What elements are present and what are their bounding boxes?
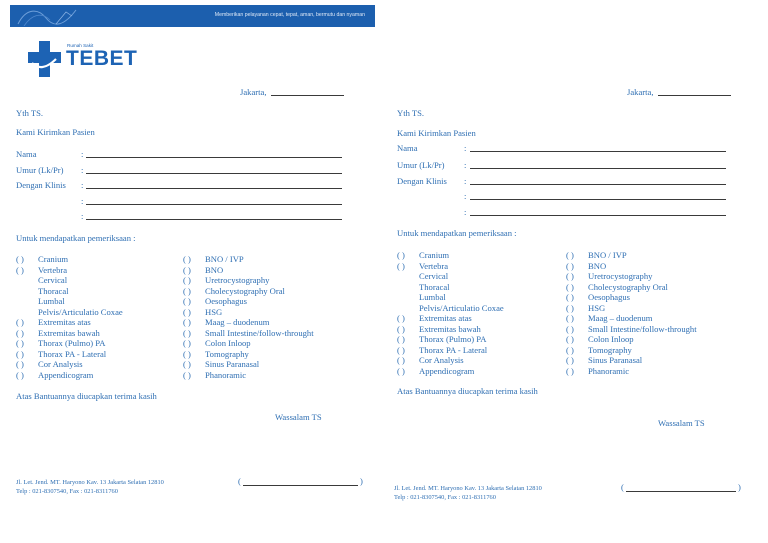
exam-item[interactable]: ( ) Uretrocystography <box>183 275 270 285</box>
field-line-klinis-2[interactable] <box>470 199 726 200</box>
exam-item[interactable]: ( ) Vertebra <box>16 264 68 275</box>
medical-cross-logo-icon <box>26 39 64 79</box>
colon: : <box>81 180 84 190</box>
exam-title: Untuk mendapatkan pemeriksaan : <box>16 233 136 243</box>
thanks-text: Atas Bantuannya diucapkan terima kasih <box>397 386 538 396</box>
exam-item[interactable]: ( ) Cor Analysis <box>16 359 83 369</box>
exam-item[interactable]: ( ) Small Intestine/follow-throught <box>183 327 314 338</box>
exam-item[interactable]: ( ) BNO / IVP <box>183 254 244 264</box>
hospital-address: Jl. Let. Jend. MT. Haryono Kav. 13 Jakarta Selatan 12810 <box>394 485 542 492</box>
exam-item[interactable]: ( ) Appendicogram <box>16 369 94 380</box>
logo-title: TEBET <box>66 47 138 70</box>
exam-item[interactable]: ( ) Phanoramic <box>566 365 630 376</box>
colon: : <box>81 165 84 175</box>
field-line-klinis-3[interactable] <box>470 215 726 216</box>
exam-list-left <box>397 250 504 376</box>
field-line-nama[interactable] <box>470 151 726 152</box>
exam-list-right <box>183 254 314 380</box>
city-label: Jakarta, <box>627 87 654 97</box>
field-line-klinis-2[interactable] <box>86 204 342 205</box>
field-line-nama[interactable] <box>86 157 342 158</box>
exam-item[interactable]: ( ) BNO <box>183 264 224 275</box>
colon: : <box>81 149 84 159</box>
field-line-umur[interactable] <box>86 173 342 174</box>
field-label-umur: Umur (Lk/Pr) <box>16 165 64 175</box>
exam-subitem[interactable]: Lumbal <box>38 296 65 306</box>
exam-item[interactable]: ( ) Oesophagus <box>183 296 248 306</box>
exam-item[interactable]: ( ) Thorax PA - Lateral <box>397 344 488 355</box>
exam-item[interactable]: ( ) Extremitas atas <box>397 313 472 323</box>
signature-line[interactable] <box>243 485 358 486</box>
field-label-klinis: Dengan Klinis <box>397 176 447 186</box>
swirl-decoration-icon <box>16 6 86 26</box>
thanks-text: Atas Bantuannya diucapkan terima kasih <box>16 391 157 401</box>
exam-item[interactable]: ( ) Cranium <box>16 254 69 264</box>
exam-list-right <box>566 250 697 376</box>
colon: : <box>81 196 84 206</box>
logo-subtitle: Rumah Sakit <box>67 43 94 48</box>
signature-open-paren: ( <box>621 482 624 492</box>
colon: : <box>464 160 467 170</box>
field-line-umur[interactable] <box>470 168 726 169</box>
exam-item[interactable]: ( ) Colon Inloop <box>566 334 634 344</box>
exam-item[interactable]: ( ) HSG <box>183 306 223 317</box>
exam-item[interactable]: ( ) HSG <box>566 302 606 313</box>
hospital-phone: Telp : 021-8307540, Fax : 021-8311760 <box>16 488 118 495</box>
exam-item[interactable]: ( ) Phanoramic <box>183 369 247 380</box>
signature-close-paren: ) <box>360 476 363 486</box>
exam-item[interactable]: ( ) Cranium <box>397 250 450 260</box>
header-tagline: Memberikan pelayanan cepat, tepat, aman, bermutu dan nyaman <box>214 12 365 18</box>
exam-item[interactable]: ( ) Cholecystography Oral <box>566 281 668 292</box>
field-label-klinis: Dengan Klinis <box>16 180 66 190</box>
exam-subitem[interactable]: Pelvis/Articulatio Coxae <box>38 306 123 317</box>
exam-title: Untuk mendapatkan pemeriksaan : <box>397 228 517 238</box>
colon: : <box>464 176 467 186</box>
signature-line[interactable] <box>626 491 736 492</box>
colon: : <box>464 191 467 201</box>
field-label-umur: Umur (Lk/Pr) <box>397 160 445 170</box>
exam-item[interactable]: ( ) Extremitas bawah <box>397 323 481 334</box>
exam-item[interactable]: ( ) BNO / IVP <box>566 250 627 260</box>
exam-item[interactable]: ( ) Extremitas atas <box>16 317 91 327</box>
exam-item[interactable]: ( ) Maag – duodenum <box>566 313 653 323</box>
exam-item[interactable]: ( ) Sinus Paranasal <box>566 355 643 365</box>
field-line-klinis-3[interactable] <box>86 219 342 220</box>
exam-item[interactable]: ( ) Thorax (Pulmo) PA <box>16 338 106 348</box>
exam-item[interactable]: ( ) Thorax (Pulmo) PA <box>397 334 487 344</box>
exam-subitem[interactable]: Cervical <box>419 271 449 281</box>
closing-text: Wassalam TS <box>658 418 705 428</box>
intro-text: Kami Kirimkan Pasien <box>16 127 95 137</box>
logo-area <box>10 27 375 85</box>
exam-subitem[interactable]: Lumbal <box>419 292 446 302</box>
exam-subitem[interactable]: Thoracal <box>419 281 450 292</box>
date-line[interactable] <box>271 95 344 96</box>
date-line[interactable] <box>658 95 731 96</box>
exam-item[interactable]: ( ) Maag – duodenum <box>183 317 270 327</box>
salutation: Yth TS. <box>397 108 425 118</box>
header-banner <box>10 5 375 27</box>
field-line-klinis-1[interactable] <box>86 188 342 189</box>
field-label-nama: Nama <box>397 143 418 153</box>
closing-text: Wassalam TS <box>275 412 322 422</box>
colon: : <box>464 143 467 153</box>
exam-item[interactable]: ( ) Extremitas bawah <box>16 327 100 338</box>
field-line-klinis-1[interactable] <box>470 184 726 185</box>
field-label-nama: Nama <box>16 149 37 159</box>
exam-item[interactable]: ( ) Cor Analysis <box>397 355 464 365</box>
intro-text: Kami Kirimkan Pasien <box>397 128 476 138</box>
salutation: Yth TS. <box>16 108 44 118</box>
exam-item[interactable]: ( ) Small Intestine/follow-throught <box>566 323 697 334</box>
exam-subitem[interactable]: Cervical <box>38 275 68 285</box>
colon: : <box>464 207 467 217</box>
exam-item[interactable]: ( ) Vertebra <box>397 260 449 271</box>
hospital-address: Jl. Let. Jend. MT. Haryono Kav. 13 Jakarta Selatan 12810 <box>16 479 164 486</box>
hospital-phone: Telp : 021-8307540, Fax : 021-8311760 <box>394 494 496 501</box>
exam-subitem[interactable]: Pelvis/Articulatio Coxae <box>419 302 504 313</box>
city-label: Jakarta, <box>240 87 267 97</box>
signature-open-paren: ( <box>238 476 241 486</box>
exam-item[interactable]: ( ) Colon Inloop <box>183 338 251 348</box>
exam-item[interactable]: ( ) Tomography <box>183 348 249 359</box>
exam-subitem[interactable]: Thoracal <box>38 285 69 296</box>
exam-list-left <box>16 254 123 380</box>
exam-item[interactable]: ( ) BNO <box>566 260 607 271</box>
exam-item[interactable]: ( ) Appendicogram <box>397 365 475 376</box>
exam-item[interactable]: ( ) Sinus Paranasal <box>183 359 260 369</box>
exam-item[interactable]: ( ) Cholecystography Oral <box>183 285 285 296</box>
colon: : <box>81 211 84 221</box>
exam-item[interactable]: ( ) Uretrocystography <box>566 271 653 281</box>
exam-item[interactable]: ( ) Tomography <box>566 344 632 355</box>
signature-close-paren: ) <box>738 482 741 492</box>
exam-item[interactable]: ( ) Oesophagus <box>566 292 631 302</box>
exam-item[interactable]: ( ) Thorax PA - Lateral <box>16 348 107 359</box>
